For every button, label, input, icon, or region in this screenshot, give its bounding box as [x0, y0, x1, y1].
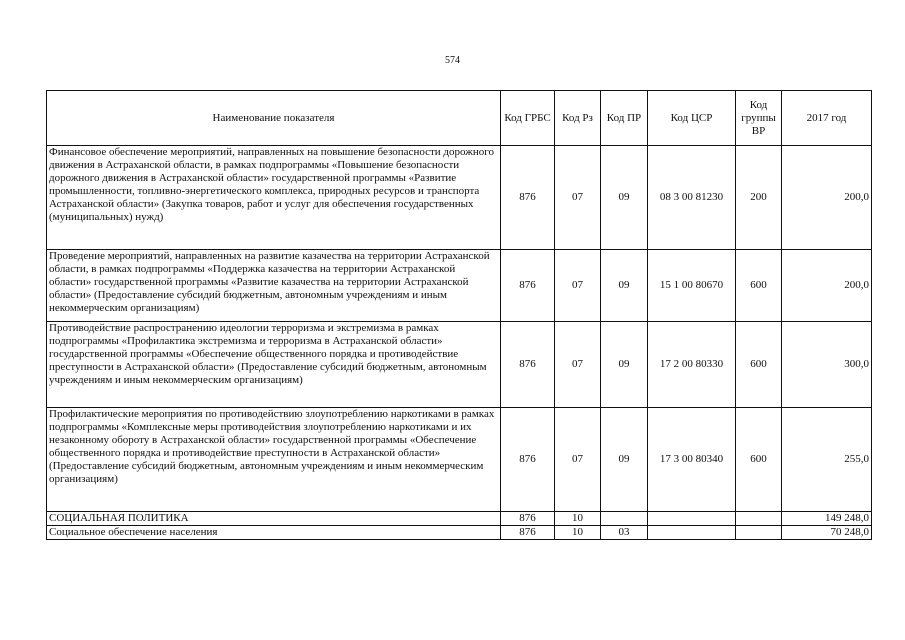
row-amount: 300,0 — [782, 322, 872, 408]
row-name: СОЦИАЛЬНАЯ ПОЛИТИКА — [47, 512, 501, 526]
row-csr — [648, 512, 736, 526]
row-csr: 17 3 00 80340 — [648, 408, 736, 512]
row-name: Социальное обеспечение населения — [47, 526, 501, 540]
row-amount: 255,0 — [782, 408, 872, 512]
row-name: Финансовое обеспечение мероприятий, направленных на повышение безопасности дорожного движения в Астраханской области, в рамках подпрограммы «Повышение безопасности дорожного движения в Астраханской области» государственной программы «Развитие промышленности, топливно-энергетического комплекса, природных ресурсов и транспорта Астраханской области» (Закупка товаров, работ и услуг для обеспечения государственных (муниципальных) нужд) — [47, 146, 501, 250]
table-row — [47, 146, 872, 250]
header-name: Наименование показателя — [47, 91, 501, 146]
header-grbs: Код ГРБС — [501, 91, 555, 146]
page-number: 574 — [445, 55, 460, 66]
row-amount: 149 248,0 — [782, 512, 872, 526]
header-pr: Код ПР — [601, 91, 648, 146]
row-vr — [736, 526, 782, 540]
row-rz: 07 — [555, 250, 601, 322]
row-rz: 10 — [555, 512, 601, 526]
row-csr: 15 1 00 80670 — [648, 250, 736, 322]
row-rz: 07 — [555, 322, 601, 408]
header-row — [47, 91, 872, 146]
row-csr — [648, 526, 736, 540]
row-name: Профилактические мероприятия по противодействию злоупотреблению наркотиками в рамках подпрограммы «Комплексные меры противодействия злоупотреблению наркотиками и их незаконному обороту в Астраханской области» государственной программы «Обеспечение общественного порядка и противодействие преступности в Астраханской области» (Предоставление субсидий бюджетным, автономным учреждениям и иным некоммерческим организациям) — [47, 408, 501, 512]
row-rz: 07 — [555, 408, 601, 512]
row-csr: 08 3 00 81230 — [648, 146, 736, 250]
row-grbs: 876 — [501, 146, 555, 250]
row-name: Противодействие распространению идеологии терроризма и экстремизма в рамках подпрограммы «Профилактика экстремизма и терроризма в Астраханской области» государственной программы «Обеспечение общественного порядка и противодействие преступности в Астраханской области» (Предоставление субсидий бюджетным, автономным учреждениям и иным некоммерческим организациям) — [47, 322, 501, 408]
row-pr — [601, 512, 648, 526]
table-row — [47, 526, 872, 540]
row-grbs: 876 — [501, 408, 555, 512]
row-grbs: 876 — [501, 512, 555, 526]
row-pr: 03 — [601, 526, 648, 540]
row-pr: 09 — [601, 322, 648, 408]
row-vr: 600 — [736, 250, 782, 322]
row-name: Проведение мероприятий, направленных на развитие казачества на территории Астраханской области, в рамках подпрограммы «Поддержка казачества на территории Астраханской области» государственной программы «Развитие казачества на территории Астраханской области» (Предоставление субсидий бюджетным, автономным учреждениям и иным некоммерческим организациям) — [47, 250, 501, 322]
row-csr: 17 2 00 80330 — [648, 322, 736, 408]
row-pr: 09 — [601, 408, 648, 512]
row-grbs: 876 — [501, 526, 555, 540]
table-row — [47, 512, 872, 526]
row-grbs: 876 — [501, 250, 555, 322]
budget-table — [46, 90, 872, 540]
row-vr: 200 — [736, 146, 782, 250]
row-rz: 07 — [555, 146, 601, 250]
table-row — [47, 250, 872, 322]
row-pr: 09 — [601, 250, 648, 322]
row-rz: 10 — [555, 526, 601, 540]
header-vr: Код группы ВР — [736, 91, 782, 146]
row-amount: 200,0 — [782, 250, 872, 322]
row-vr: 600 — [736, 408, 782, 512]
header-year: 2017 год — [782, 91, 872, 146]
table-row — [47, 408, 872, 512]
table-row — [47, 322, 872, 408]
row-amount: 200,0 — [782, 146, 872, 250]
row-pr: 09 — [601, 146, 648, 250]
header-rz: Код Рз — [555, 91, 601, 146]
row-amount: 70 248,0 — [782, 526, 872, 540]
header-csr: Код ЦСР — [648, 91, 736, 146]
row-grbs: 876 — [501, 322, 555, 408]
row-vr: 600 — [736, 322, 782, 408]
row-vr — [736, 512, 782, 526]
